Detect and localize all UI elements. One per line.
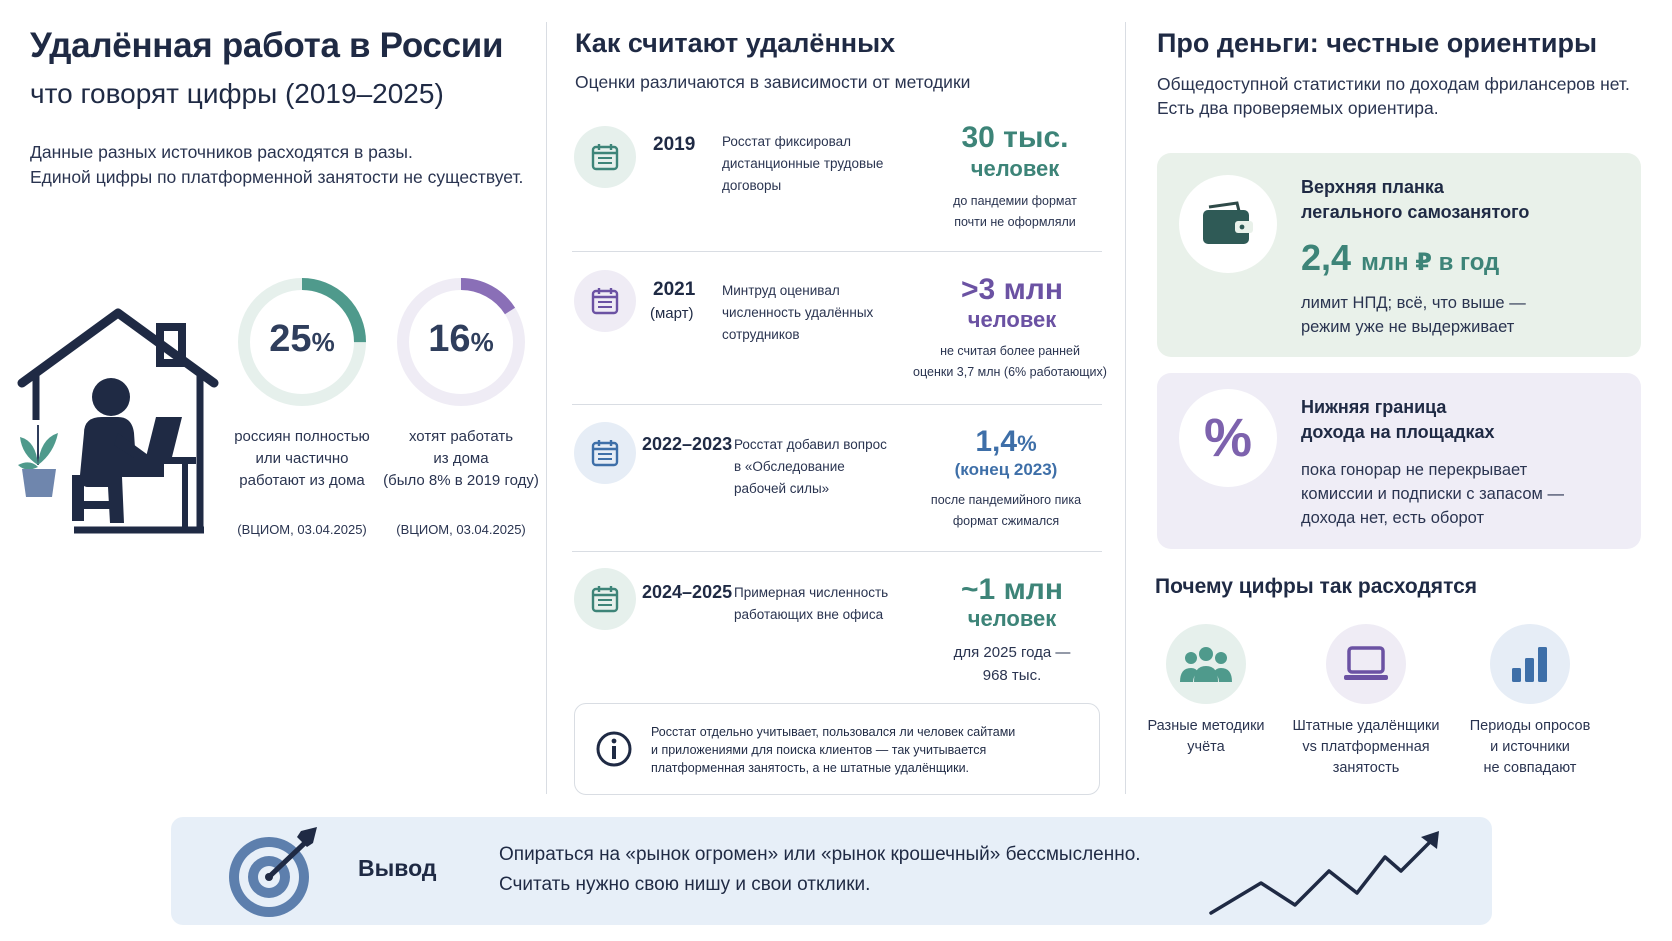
- timeline-separator: [572, 404, 1102, 405]
- timeline-value: 30 тыс.: [961, 121, 1069, 154]
- left-intro: [30, 140, 530, 190]
- stat-caption-line: работают из дома: [239, 472, 365, 489]
- stat-source: (ВЦИОМ, 03.04.2025): [396, 522, 526, 537]
- card-text-line: комиссии и подписки с запасом —: [1301, 485, 1564, 503]
- stat-value-wrapper: [395, 318, 527, 361]
- stat-caption-line: россиян полностью: [234, 428, 370, 445]
- timeline-desc: [722, 131, 883, 197]
- upper-limit-card: [1157, 153, 1641, 357]
- card-text-line: режим уже не выдерживает: [1301, 318, 1515, 336]
- card-value-wrapper: [1301, 237, 1499, 279]
- money-intro-line: Общедоступной статистики по доходам фрилансеров нет.: [1157, 74, 1630, 94]
- stat-caption-line: или частично: [255, 450, 349, 467]
- stat-unit: %: [470, 327, 494, 357]
- timeline-note-line: оценки 3,7 млн (6% работающих): [913, 365, 1107, 379]
- why-caption-line: и источники: [1490, 739, 1570, 755]
- timeline-desc: [734, 582, 888, 626]
- card-heading-line: дохода на площадках: [1301, 422, 1495, 442]
- info-text-line: платформенная занятость, а не штатные удалёнщики.: [651, 761, 970, 775]
- methods-subtitle: Оценки различаются в зависимости от методики: [575, 72, 971, 92]
- lower-limit-card: [1157, 373, 1641, 549]
- stat-source: (ВЦИОМ, 03.04.2025): [237, 522, 367, 537]
- info-text-line: Росстат отдельно учитывает, пользовался ли человек сайтами: [651, 725, 1016, 739]
- column-divider: [546, 22, 547, 794]
- timeline-separator: [572, 251, 1102, 252]
- why-caption-line: учёта: [1187, 739, 1225, 755]
- info-text: [651, 723, 1015, 777]
- why-caption-line: Разные методики: [1147, 718, 1265, 734]
- timeline-note: [906, 490, 1106, 532]
- timeline-year: 2022–2023: [642, 434, 733, 454]
- conclusion-text-line: Считать нужно свою нишу и свои отклики.: [499, 874, 871, 895]
- laptop-icon: [1326, 624, 1406, 704]
- card-heading-line: легального самозанятого: [1301, 202, 1530, 222]
- calendar-icon: [574, 568, 636, 630]
- timeline-year: 2021: [653, 279, 696, 300]
- timeline-desc: [722, 280, 873, 346]
- timeline-note: [915, 191, 1115, 233]
- timeline-value-unit: %: [1017, 431, 1037, 456]
- conclusion-text: [499, 840, 1141, 900]
- card-text: [1301, 458, 1564, 530]
- timeline-desc-line: Минтруд оценивал: [722, 283, 840, 298]
- stat-caption: [366, 426, 556, 492]
- percent-symbol: %: [1203, 408, 1252, 468]
- page-subtitle: что говорят цифры (2019–2025): [30, 78, 444, 109]
- percent-icon: [1179, 389, 1277, 487]
- timeline-value: 1,4: [975, 425, 1018, 458]
- calendar-icon: [574, 422, 636, 484]
- why-caption-line: не совпадают: [1483, 760, 1577, 776]
- why-caption-line: Штатные удалёнщики: [1292, 718, 1440, 734]
- timeline-note: [912, 641, 1112, 687]
- timeline-desc-line: работающих вне офиса: [734, 607, 884, 622]
- stat-value: 25: [269, 318, 312, 360]
- timeline-unit: человек: [967, 606, 1057, 631]
- timeline-note-line: после пандемийного пика: [930, 493, 1082, 507]
- info-text-line: и приложениями для поиска клиентов — так учитывается: [651, 743, 987, 757]
- stat-value: 16: [428, 318, 471, 360]
- timeline-note-line: до пандемии формат: [953, 194, 1077, 208]
- growth-arrow-icon: [1205, 827, 1445, 919]
- timeline-year: 2024–2025: [642, 582, 733, 602]
- timeline-desc-line: сотрудников: [722, 327, 800, 342]
- left-intro-line: Единой цифры по платформенной занятости не существует.: [30, 167, 524, 187]
- page-title: Удалённая работа в России: [30, 26, 504, 65]
- timeline-note-line: для 2025 года —: [953, 644, 1071, 661]
- stat-caption-line: хотят работать: [408, 428, 514, 445]
- timeline-unit: человек: [967, 307, 1057, 332]
- conclusion-label: Вывод: [358, 855, 437, 881]
- card-heading-line: Нижняя граница: [1301, 397, 1447, 417]
- card-text-line: пока гонорар не перекрывает: [1301, 461, 1528, 479]
- why-caption-line: vs платформенная: [1302, 739, 1430, 755]
- calendar-icon: [574, 270, 636, 332]
- card-text-line: лимит НПД; всё, что выше —: [1301, 294, 1526, 312]
- timeline-desc-line: дистанционные трудовые: [722, 156, 884, 171]
- stat-caption-line: из дома: [433, 450, 489, 467]
- info-note-box: [574, 703, 1100, 795]
- why-caption: [1121, 716, 1291, 758]
- why-caption-line: Периоды опросов: [1469, 718, 1591, 734]
- why-caption: [1281, 716, 1451, 779]
- stat-unit: %: [311, 327, 335, 357]
- timeline-desc-line: численность удалённых: [722, 305, 874, 320]
- timeline-note-line: 968 тыс.: [982, 667, 1042, 684]
- timeline-value: >3 млн: [961, 273, 1063, 306]
- why-title: Почему цифры так расходятся: [1155, 575, 1478, 598]
- timeline-year: 2019: [653, 134, 696, 155]
- timeline-note-line: не считая более ранней: [940, 344, 1080, 358]
- money-intro: [1157, 72, 1630, 120]
- timeline-desc-line: договоры: [722, 178, 782, 193]
- timeline-desc: [734, 434, 887, 500]
- stat-value-wrapper: [236, 318, 368, 361]
- timeline-value: ~1 млн: [961, 573, 1063, 606]
- people-icon: [1166, 624, 1246, 704]
- left-intro-line: Данные разных источников расходятся в разы.: [30, 142, 413, 162]
- why-caption-line: занятость: [1332, 760, 1400, 776]
- conclusion-banner: [171, 817, 1492, 925]
- bar-chart-icon: [1490, 624, 1570, 704]
- timeline-value-wrapper: [906, 427, 1106, 459]
- timeline-separator: [572, 551, 1102, 552]
- timeline-year-note: (март): [650, 305, 694, 322]
- column-divider: [1125, 22, 1126, 794]
- methods-title: Как считают удалённых: [575, 28, 896, 58]
- timeline-desc-line: Примерная численность: [734, 585, 889, 600]
- why-caption: [1445, 716, 1615, 779]
- conclusion-text-line: Опираться на «рынок огромен» или «рынок крошечный» бессмысленно.: [499, 844, 1141, 865]
- card-heading: [1301, 175, 1529, 225]
- timeline-note-line: формат сжимался: [952, 514, 1060, 528]
- timeline-desc-line: рабочей силы»: [734, 481, 830, 496]
- money-title: Про деньги: честные ориентиры: [1157, 28, 1598, 58]
- timeline-unit: человек: [970, 156, 1060, 181]
- timeline-desc-line: Росстат фиксировал: [722, 134, 852, 149]
- timeline-desc-line: в «Обследование: [734, 459, 845, 474]
- wallet-icon: [1179, 175, 1277, 273]
- card-heading-line: Верхняя планка: [1301, 177, 1444, 197]
- card-heading: [1301, 395, 1495, 445]
- card-text: [1301, 291, 1526, 339]
- timeline-unit: (конец 2023): [954, 460, 1058, 479]
- money-intro-line: Есть два проверяемых ориентира.: [1157, 98, 1439, 118]
- timeline-note: [895, 341, 1125, 383]
- timeline-desc-line: Росстат добавил вопрос: [734, 437, 887, 452]
- target-icon: [223, 825, 323, 919]
- card-value-unit: млн ₽ в год: [1361, 249, 1500, 276]
- timeline-note-line: почти не оформляли: [954, 215, 1076, 229]
- stat-caption-line: (было 8% в 2019 году): [383, 472, 539, 489]
- card-value: 2,4: [1301, 237, 1352, 278]
- calendar-icon: [574, 126, 636, 188]
- info-icon: [595, 730, 633, 773]
- card-text-line: дохода нет, есть оборот: [1301, 509, 1485, 527]
- home-office-icon: [14, 305, 224, 535]
